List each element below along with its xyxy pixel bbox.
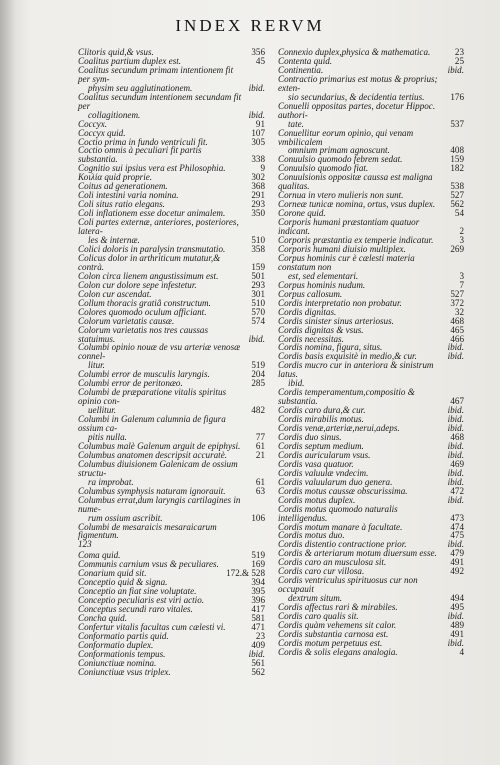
entry-page-ref: ibid.: [248, 109, 265, 120]
entry-term: Cordis necessitas.: [278, 333, 344, 344]
entry-page-ref: 475: [450, 530, 464, 541]
entry-term: Continentia.: [278, 64, 324, 75]
entry-page-ref: 23: [255, 630, 265, 641]
index-entry: [278, 388, 464, 406]
entry-term: Conuulsio quomodo fiat.: [278, 163, 369, 174]
entry-term: Corporis humani præstantiam quatuor indicant.: [278, 217, 420, 237]
entry-term: Collum thoracis gratiâ constructum.: [78, 297, 211, 308]
entry-page-ref: 510: [251, 297, 265, 308]
entry-term: Columbi error de musculis laryngis.: [78, 369, 210, 380]
index-entry: [278, 75, 464, 93]
entry-term: Coniunctiuæ nomina.: [78, 657, 157, 668]
entry-term: Cognitio sui ipsius vera est Philosophia.: [78, 163, 226, 174]
entry-term: Cordis nomina, figura, situs.: [278, 342, 383, 353]
entry-page-ref: 54: [454, 208, 464, 219]
entry-term: Cordis sinister sinus arteriosus.: [278, 315, 394, 326]
entry-term: Conuelli oppositas partes, docetur Hippoc. authori-: [278, 100, 436, 120]
entry-term: Cordis dignitas.: [278, 306, 337, 317]
entry-page-ref: 492: [450, 566, 464, 577]
entry-term: Κοιλία quid proprie.: [78, 172, 153, 183]
entry-page-ref: ibid.: [447, 494, 464, 505]
entry-page-ref: 7: [459, 279, 464, 290]
entry-term: ra improbat.: [88, 476, 134, 487]
entry-page-ref: 562: [251, 666, 265, 677]
entry-page-ref: 63: [255, 485, 265, 496]
index-entry: [278, 129, 464, 147]
entry-term: Colores quomodo oculum afficiant.: [78, 306, 207, 317]
entry-term: Corneæ tunicæ nomina, ortus, vsus duplex.: [278, 199, 436, 210]
entry-term: Cordis & solis elegans analogia.: [278, 646, 398, 657]
entry-page-ref: 570: [251, 306, 265, 317]
entry-term: Coctio prima in fundo ventriculi fit.: [78, 136, 208, 147]
entry-term: Columbus anatomen descripsit accuratè.: [78, 449, 228, 460]
entry-page-ref: 574: [251, 315, 265, 326]
entry-term: Cordis mucro cur in anteriora & sinistrum latus.: [278, 360, 434, 380]
entry-page-ref: ibid.: [447, 611, 464, 622]
entry-term: Coccyx quid.: [78, 127, 126, 138]
entry-term: Cordis valuulæ vndecim.: [278, 467, 369, 478]
entry-page-ref: ibid.: [447, 351, 464, 362]
entry-page-ref: 301: [251, 288, 265, 299]
entry-page-ref: 510: [251, 235, 265, 246]
entry-term: Conarium quid sit.: [78, 568, 147, 579]
entry-page-ref: ibid.: [248, 648, 265, 659]
entry-page-ref: ibid.: [447, 539, 464, 550]
entry-term: est, sed elementari.: [288, 270, 359, 281]
entry-term: Coli intestini varia nomina.: [78, 190, 179, 201]
entry-page-ref: 495: [450, 602, 464, 613]
entry-page-ref: 537: [450, 118, 464, 129]
entry-page-ref: ibid.: [248, 333, 265, 344]
entry-page-ref: ibid.: [248, 82, 265, 93]
entry-term: Cordis caro qualis sit.: [278, 611, 359, 622]
entry-term: Cordis motum perpetuus est.: [278, 637, 383, 648]
entry-term: Columbus diuisionem Galenicam de ossium structu-: [78, 458, 238, 478]
entry-page-ref: 581: [251, 613, 265, 624]
entry-page-ref: 368: [251, 181, 265, 192]
entry-term: Corpus hominis nudum.: [278, 279, 366, 290]
entry-page-ref: 305: [251, 136, 265, 147]
entry-page-ref: 501: [251, 270, 265, 281]
entry-term: Cordis mirabilis motus.: [278, 414, 364, 425]
entry-page-ref: 467: [450, 396, 464, 407]
entry-page-ref: 465: [450, 324, 464, 335]
entry-term: Colon cur dolore sepe infestetur.: [78, 279, 197, 290]
entry-page-ref: 204: [251, 369, 265, 380]
entry-term: Contractio primarius est motus & proprius; exten-: [278, 73, 438, 93]
entry-page-ref: 471: [251, 622, 265, 632]
index-entry: [78, 66, 265, 84]
entry-term: Cordis quàm vehemens sit calor.: [278, 620, 397, 630]
entry-page-ref: 396: [251, 595, 265, 606]
entry-term: Corporis humani diuisio multiplex.: [278, 243, 406, 254]
entry-term: Columbi in Galenum calumnia de figura ossium ca-: [78, 414, 226, 434]
entry-term: Cordis motus caussæ obscurissima.: [278, 485, 408, 496]
entry-term: Coli situs ratio elegans.: [78, 199, 165, 210]
entry-page-ref: 159: [251, 261, 265, 272]
entry-page-ref: ibid.: [447, 476, 464, 487]
entry-term: Coalitus secundum intentionem secundam fit per: [78, 91, 242, 111]
entry-term: Cordis interpretatio non probatur.: [278, 297, 402, 308]
entry-page-ref: 23: [454, 47, 464, 57]
index-entry: [278, 102, 464, 120]
entry-page-ref: 479: [450, 548, 464, 559]
entry-page-ref: 293: [251, 199, 265, 210]
entry-term: Colon circa lienem angustissimum est.: [78, 270, 219, 281]
index-entry: [78, 146, 265, 164]
entry-term: Cordis caro dura,& cur.: [278, 405, 366, 416]
entry-page-ref: 172.& 528: [226, 568, 265, 579]
entry-term: Conformatio duplex.: [78, 639, 154, 650]
entry-term: Cordis caro an musculosa sit.: [278, 557, 387, 568]
index-entry: [278, 361, 464, 379]
entry-term: Columbus errat,dum laryngis cartilagines in nume-: [78, 494, 241, 514]
entry-page-ref: ibid.: [447, 637, 464, 648]
entry-term: Clitoris quid,& vsus.: [78, 47, 154, 57]
entry-page-ref: 466: [450, 333, 464, 344]
gutter-shadow: [0, 0, 16, 765]
entry-term: Conceptio peculiaris est viri actio.: [78, 595, 205, 606]
entry-term: Contenta quid.: [278, 55, 333, 66]
entry-term: Corone quid.: [278, 208, 326, 219]
entry-term: litur.: [88, 360, 105, 371]
page-title: INDEX RERVM: [175, 16, 325, 35]
entry-page-ref: ibid.: [447, 414, 464, 425]
index-entry: [78, 218, 265, 236]
entry-term: 123: [78, 539, 92, 550]
entry-page-ref: 408: [450, 145, 464, 156]
entry-term: Conformatio partis quid.: [78, 630, 169, 641]
entry-page-ref: 32: [454, 306, 464, 317]
entry-page-ref: 469: [450, 458, 464, 469]
entry-term: Conuulsio quomodo febrem sedat.: [278, 154, 403, 165]
entry-term: Cordis temperamentum,compositio & substantia.: [278, 387, 415, 407]
index-entry: [78, 496, 265, 514]
entry-term: Cordis motus duo.: [278, 530, 345, 541]
entry-page-ref: 9: [260, 163, 265, 174]
entry-term: uellitur.: [88, 405, 117, 416]
entry-term: Conceptio an fiat sine voluptate.: [78, 586, 197, 597]
entry-term: les & internæ.: [88, 235, 140, 246]
entry-page-ref: 77: [255, 431, 265, 442]
entry-term: Concha quid.: [78, 613, 128, 624]
entry-term: Cordis vasa quatuor.: [278, 458, 354, 469]
entry-page-ref: 291: [251, 190, 265, 201]
entry-term: rum ossium ascribit.: [88, 512, 163, 523]
entry-term: Coitus ad generationem.: [78, 181, 168, 192]
entry-term: Coctio omnis à peculiari fit partis substantia.: [78, 145, 202, 165]
index-entry: [278, 173, 464, 191]
entry-term: Colon cur ascendat.: [78, 288, 152, 299]
entry-page-ref: 45: [255, 55, 265, 66]
index-entry: [78, 326, 265, 344]
entry-page-ref: 562: [450, 199, 464, 210]
entry-term: Cordis dignitas & vsus.: [278, 324, 364, 335]
index-entry: [78, 388, 265, 406]
entry-term: Columbi opinio nouæ de vsu arteriæ venosæ connel-: [78, 342, 241, 362]
entry-term: Colici doloris in paralysin transmutatio.: [78, 243, 226, 254]
entry-page-ref: 494: [450, 593, 464, 604]
entry-page-ref: 519: [251, 550, 265, 561]
entry-term: ibid.: [288, 378, 305, 389]
entry-term: Columbus symphysis naturam ignorauit.: [78, 485, 226, 496]
entry-page-ref: 538: [450, 181, 464, 192]
entry-page-ref: 61: [255, 476, 265, 487]
index-entry: [278, 576, 464, 594]
entry-term: Cordis & arteriarum motum diuersum esse.: [278, 548, 437, 559]
entry-page-ref: 91: [255, 118, 265, 129]
index-column-left: [78, 48, 265, 677]
entry-term: Cordis distentio contractione prior.: [278, 539, 407, 550]
entry-term: omnium primam agnoscunt.: [288, 145, 390, 156]
entry-page-ref: 25: [454, 55, 464, 66]
entry-page-ref: 474: [450, 521, 464, 532]
entry-page-ref: 61: [255, 440, 265, 451]
entry-term: Conuulsionis oppositæ caussa est maligna qualitas.: [278, 172, 433, 192]
entry-page-ref: 491: [450, 628, 464, 639]
entry-term: Confertur vitalis facultas cum cælesti vi.: [78, 622, 226, 632]
entry-page-ref: 527: [450, 190, 464, 201]
entry-term: physim seu agglutinationem.: [88, 82, 193, 93]
entry-page-ref: 372: [450, 297, 464, 308]
entry-term: Cornua in vtero mulieris non sunt.: [278, 190, 404, 201]
index-entry: [278, 254, 464, 272]
entry-page-ref: 472: [450, 485, 464, 496]
entry-page-ref: ibid.: [447, 342, 464, 353]
index-entry: [78, 415, 265, 433]
entry-page-ref: 489: [450, 620, 464, 630]
entry-term: Colicus dolor in arthriticum mutatur,& contrà.: [78, 252, 221, 272]
entry-term: Corpus hominis cur è cælesti materia constatum non: [278, 252, 415, 272]
entry-term: Cordis ventriculus spirituosus cur non occupauit: [278, 575, 418, 595]
entry-term: Cordis valuularum duo genera.: [278, 476, 393, 487]
entry-term: Conceptio quid & signa.: [78, 577, 168, 588]
entry-term: Cordis caro cur villosa.: [278, 566, 365, 577]
entry-term: Communis carnium vsus & peculiares.: [78, 559, 219, 570]
entry-term: Colorum varietatis causæ.: [78, 315, 175, 326]
entry-page-ref: 473: [450, 512, 464, 523]
entry-term: Conformationis tempus.: [78, 648, 166, 659]
entry-term: Cordis motus quomodo naturalis intelligendus.: [278, 503, 398, 523]
entry-page-ref: 302: [251, 172, 265, 183]
index-entry: [78, 668, 265, 677]
entry-term: Columbus malè Galenum arguit de epiphysi.: [78, 440, 241, 451]
entry-page-ref: 468: [450, 431, 464, 442]
index-entry: [78, 93, 265, 111]
entry-page-ref: 409: [251, 639, 265, 650]
entry-term: Cordis auricularum vsus.: [278, 449, 371, 460]
entry-page-ref: 3: [459, 235, 464, 246]
entry-page-ref: 350: [251, 208, 265, 219]
index-entry: [78, 343, 265, 361]
entry-page-ref: ibid.: [447, 64, 464, 75]
entry-term: Colorum varietatis nos tres caussas statuimus.: [78, 324, 209, 344]
entry-term: Cordis duo sinus.: [278, 431, 342, 442]
index-entry: [78, 540, 265, 549]
entry-term: Coma quid.: [78, 550, 121, 561]
entry-term: pitis nulla.: [88, 431, 127, 442]
entry-page-ref: 285: [251, 378, 265, 389]
entry-term: Cordis septum medium.: [278, 440, 364, 451]
entry-term: Corpus callosum.: [278, 288, 343, 299]
entry-page-ref: 519: [251, 360, 265, 371]
entry-term: Cordis basis exquisitè in medio,& cur.: [278, 351, 417, 362]
entry-term: Coalitus secundum primam intentionem fit per sym-: [78, 64, 234, 84]
entry-term: Connexio duplex,physica & mathematica.: [278, 47, 431, 57]
entry-page-ref: 417: [251, 604, 265, 615]
entry-page-ref: 561: [251, 657, 265, 668]
index-entry: [78, 254, 265, 272]
entry-term: Cordis venæ,arteriæ,nerui,adeps.: [278, 423, 400, 434]
entry-term: Cordis affectus rari & mirabiles.: [278, 602, 398, 613]
entry-term: Corporis præstantia ex temperie indicatur.: [278, 235, 434, 246]
entry-page-ref: ibid.: [447, 405, 464, 416]
entry-page-ref: 394: [251, 577, 265, 588]
entry-term: sio secundarius, & decidentia tertius.: [288, 91, 425, 102]
index-column-right: [278, 48, 464, 657]
entry-term: Coccyx.: [78, 118, 108, 129]
entry-term: tate.: [288, 118, 304, 129]
entry-page-ref: 182: [450, 163, 464, 174]
entry-term: Cordis motum manare à facultate.: [278, 521, 403, 532]
index-entry: [278, 218, 464, 236]
entry-page-ref: ibid.: [447, 423, 464, 434]
entry-page-ref: 106: [251, 512, 265, 523]
entry-page-ref: 338: [251, 154, 265, 165]
entry-page-ref: 176: [450, 91, 464, 102]
entry-term: Coli partes externæ, anteriores, posteriores, latera-: [78, 217, 239, 237]
entry-term: Coalitus partium duplex est.: [78, 55, 182, 66]
entry-page-ref: 21: [255, 449, 265, 460]
entry-page-ref: 482: [251, 405, 265, 416]
entry-page-ref: 159: [450, 154, 464, 165]
entry-page-ref: 527: [450, 288, 464, 299]
entry-term: Columbi de mesaraicis mesaraicarum figmentum.: [78, 521, 217, 541]
entry-page-ref: 356: [251, 47, 265, 57]
entry-term: Coli inflationem esse docetur animalem.: [78, 208, 226, 219]
entry-page-ref: 169: [251, 559, 265, 570]
entry-term: Conceptus secundi raro vitales.: [78, 604, 193, 615]
entry-page-ref: 269: [450, 243, 464, 254]
entry-page-ref: 293: [251, 279, 265, 290]
entry-page-ref: ibid.: [447, 467, 464, 478]
entry-page-ref: 4: [459, 646, 464, 657]
entry-page-ref: 2: [459, 226, 464, 237]
entry-page-ref: ibid.: [447, 440, 464, 451]
index-entry: [278, 648, 464, 657]
entry-term: Columbi de præparatione vitalis spiritus opinio con-: [78, 387, 227, 407]
entry-term: collagitionem.: [88, 109, 141, 120]
entry-term: Coniunctiuæ vsus triplex.: [78, 666, 171, 677]
entry-page-ref: 491: [450, 557, 464, 568]
entry-term: Conuellitur eorum opinio, qui venam vmbilicalem: [278, 127, 414, 147]
index-entry: [78, 460, 265, 478]
entry-page-ref: 3: [459, 270, 464, 281]
entry-page-ref: 358: [251, 243, 265, 254]
index-entry: [278, 505, 464, 523]
entry-page-ref: ibid.: [447, 449, 464, 460]
index-entry: [78, 523, 265, 541]
entry-page-ref: 107: [251, 127, 265, 138]
entry-term: Columbi error de peritonæo.: [78, 378, 183, 389]
entry-page-ref: 395: [251, 586, 265, 597]
entry-term: dextrum situm.: [288, 593, 343, 604]
entry-term: Cordis substantia carnosa est.: [278, 628, 389, 639]
entry-term: Cordis motus duplex.: [278, 494, 356, 505]
entry-page-ref: 468: [450, 315, 464, 326]
